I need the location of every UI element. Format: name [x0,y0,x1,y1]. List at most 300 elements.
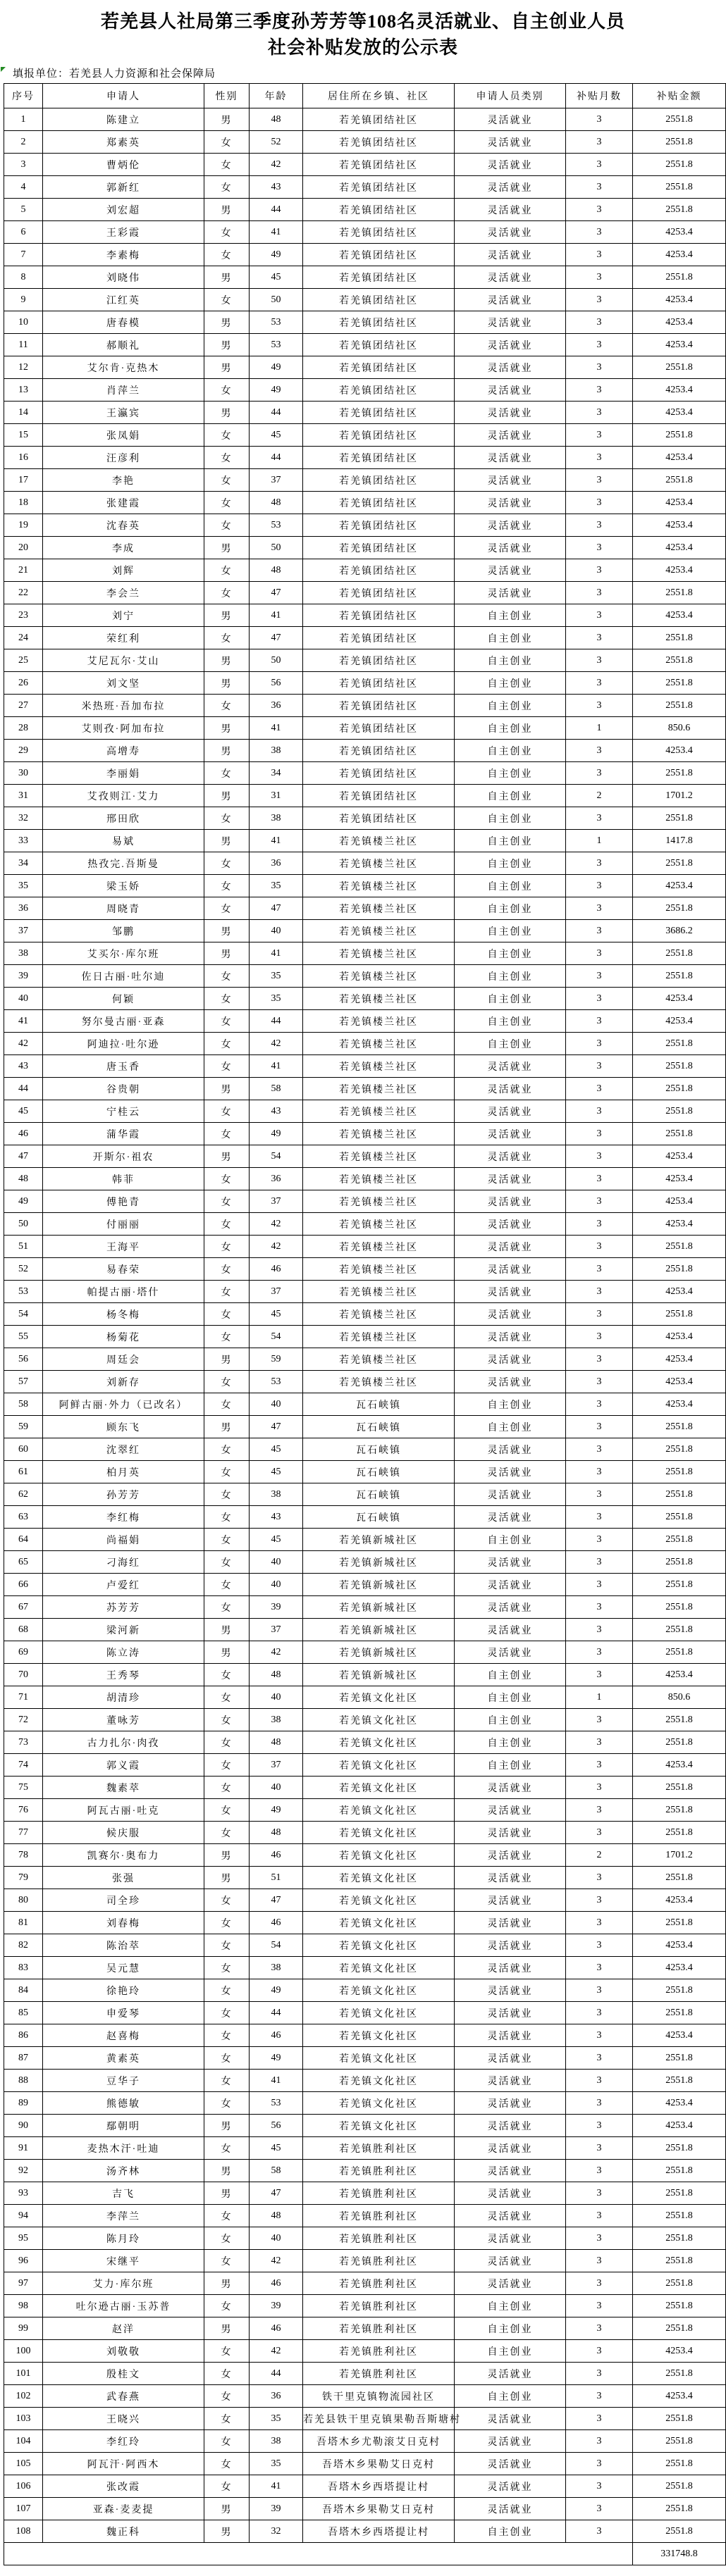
cell-community: 若羌镇楼兰社区 [303,965,455,988]
cell-months: 3 [566,2137,633,2160]
cell-serial: 54 [4,1303,43,1326]
cell-months: 3 [566,1529,633,1551]
cell-category: 灵活就业 [455,2002,566,2024]
table-row [4,2227,726,2250]
cell-amount: 4253.4 [633,537,726,559]
cell-serial: 80 [4,1889,43,1912]
cell-applicant: 陈立涛 [43,1641,204,1664]
cell-community: 若羌镇团结社区 [303,334,455,356]
cell-serial: 37 [4,920,43,942]
cell-serial: 1 [4,108,43,131]
cell-months: 3 [566,1236,633,1258]
cell-serial: 2 [4,131,43,154]
cell-category: 自主创业 [455,1033,566,1055]
cell-community: 若羌镇团结社区 [303,379,455,402]
cell-gender: 女 [204,1055,250,1078]
cell-gender: 女 [204,1258,250,1281]
cell-applicant: 王彩霞 [43,221,204,244]
cell-category: 灵活就业 [455,2160,566,2182]
cell-months: 3 [566,221,633,244]
cell-community: 若羌镇楼兰社区 [303,830,455,852]
cell-months: 2 [566,1844,633,1867]
cell-applicant: 傅艳青 [43,1190,204,1213]
cell-gender: 男 [204,2182,250,2205]
cell-gender: 男 [204,2115,250,2137]
cell-community: 若羌镇楼兰社区 [303,988,455,1010]
cell-amount: 2551.8 [633,1483,726,1506]
table-row [4,1371,726,1393]
cell-gender: 女 [204,559,250,582]
cell-age: 35 [250,2453,303,2475]
cell-community: 若羌镇团结社区 [303,199,455,221]
cell-applicant: 董咏芳 [43,1709,204,1731]
cell-gender: 女 [204,244,250,266]
cell-serial: 45 [4,1100,43,1123]
table-row [4,1281,726,1303]
cell-serial: 35 [4,875,43,897]
cell-applicant: 陈月玲 [43,2227,204,2250]
cell-applicant: 李艳 [43,469,204,492]
cell-months: 3 [566,2430,633,2453]
table-row [4,2498,726,2520]
cell-community: 若羌镇楼兰社区 [303,920,455,942]
cell-serial: 3 [4,154,43,176]
cell-months: 3 [566,988,633,1010]
cell-gender: 女 [204,447,250,469]
cell-gender: 女 [204,1574,250,1596]
cell-amount: 3686.2 [633,920,726,942]
cell-applicant: 刘宁 [43,604,204,627]
cell-community: 若羌镇团结社区 [303,582,455,604]
cell-category: 灵活就业 [455,199,566,221]
cell-category: 灵活就业 [455,2205,566,2227]
cell-months: 3 [566,2363,633,2385]
cell-amount: 1417.8 [633,830,726,852]
cell-category: 灵活就业 [455,2498,566,2520]
cell-serial: 63 [4,1506,43,1529]
title-line-2: 社会补贴发放的公示表 [267,37,458,58]
cell-age: 46 [250,1258,303,1281]
cell-age: 35 [250,965,303,988]
cell-gender: 女 [204,1799,250,1822]
cell-amount: 4253.4 [633,1281,726,1303]
cell-applicant: 陈建立 [43,108,204,131]
table-row [4,1731,726,1754]
cell-amount: 2551.8 [633,469,726,492]
cell-gender: 女 [204,2092,250,2115]
cell-age: 37 [250,469,303,492]
cell-months: 3 [566,852,633,875]
cell-gender: 女 [204,2137,250,2160]
cell-amount: 2551.8 [633,176,726,199]
cell-applicant: 郭新红 [43,176,204,199]
cell-gender: 男 [204,1348,250,1371]
cell-category: 灵活就业 [455,244,566,266]
cell-applicant: 郭义霞 [43,1754,204,1777]
cell-months: 3 [566,1078,633,1100]
cell-applicant: 高增寿 [43,740,204,762]
cell-months: 3 [566,1123,633,1145]
cell-category: 灵活就业 [455,131,566,154]
cell-community: 若羌镇团结社区 [303,469,455,492]
cell-community: 若羌镇团结社区 [303,695,455,717]
table-row [4,289,726,311]
cell-serial: 60 [4,1438,43,1461]
cell-age: 44 [250,2363,303,2385]
cell-gender: 女 [204,2430,250,2453]
cell-months: 3 [566,2227,633,2250]
table-row [4,176,726,199]
cell-category: 自主创业 [455,875,566,897]
cell-months: 3 [566,1033,633,1055]
cell-category: 自主创业 [455,672,566,695]
cell-gender: 女 [204,131,250,154]
cell-age: 40 [250,1574,303,1596]
cell-gender: 男 [204,334,250,356]
cell-gender: 女 [204,1461,250,1483]
table-row [4,1912,726,1934]
cell-age: 48 [250,492,303,514]
cell-age: 42 [250,2250,303,2272]
cell-age: 36 [250,695,303,717]
table-row [4,740,726,762]
cell-serial: 100 [4,2340,43,2363]
cell-serial: 87 [4,2047,43,2070]
table-row [4,830,726,852]
cell-gender: 女 [204,2363,250,2385]
cell-age: 51 [250,1867,303,1889]
table-row [4,1213,726,1236]
cell-community: 若羌镇楼兰社区 [303,1190,455,1213]
cell-community: 若羌镇楼兰社区 [303,1100,455,1123]
cell-applicant: 江红英 [43,289,204,311]
cell-amount: 2551.8 [633,1100,726,1123]
cell-amount: 2551.8 [633,1777,726,1799]
table-row [4,1483,726,1506]
cell-community: 若羌镇新城社区 [303,1551,455,1574]
cell-community: 吾塔木乡尤勒滚艾日克村 [303,2430,455,2453]
cell-age: 56 [250,672,303,695]
cell-amount: 2551.8 [633,1303,726,1326]
cell-category: 自主创业 [455,942,566,965]
table-row [4,2002,726,2024]
cell-gender: 女 [204,176,250,199]
cell-applicant: 刘宏超 [43,199,204,221]
cell-months: 3 [566,627,633,649]
table-row [4,244,726,266]
cell-category: 自主创业 [455,1010,566,1033]
table-row [4,672,726,695]
cell-community: 若羌镇文化社区 [303,1777,455,1799]
cell-serial: 6 [4,221,43,244]
cell-community: 若羌镇团结社区 [303,807,455,830]
col-header-category: 申请人员类别 [455,84,566,108]
cell-applicant: 刘新存 [43,1371,204,1393]
cell-gender: 女 [204,1326,250,1348]
cell-community: 若羌镇团结社区 [303,176,455,199]
cell-community: 若羌镇胜利社区 [303,2340,455,2363]
table-row [4,1529,726,1551]
cell-age: 48 [250,559,303,582]
cell-gender: 女 [204,2070,250,2092]
cell-months: 3 [566,1416,633,1438]
cell-gender: 男 [204,108,250,131]
cell-category: 灵活就业 [455,1506,566,1529]
cell-category: 灵活就业 [455,2430,566,2453]
cell-age: 48 [250,108,303,131]
cell-serial: 39 [4,965,43,988]
cell-applicant: 肖萍兰 [43,379,204,402]
cell-amount: 2551.8 [633,1506,726,1529]
cell-applicant: 刁海红 [43,1551,204,1574]
cell-age: 35 [250,875,303,897]
cell-serial: 106 [4,2475,43,2498]
cell-months: 3 [566,1731,633,1754]
cell-months: 3 [566,582,633,604]
cell-community: 若羌镇团结社区 [303,266,455,289]
cell-months: 3 [566,266,633,289]
cell-applicant: 张强 [43,1867,204,1889]
cell-category: 灵活就业 [455,469,566,492]
cell-months: 3 [566,402,633,424]
cell-age: 42 [250,154,303,176]
table-row [4,875,726,897]
table-row [4,695,726,717]
cell-applicant: 易斌 [43,830,204,852]
cell-amount: 4253.4 [633,1213,726,1236]
cell-serial: 66 [4,1574,43,1596]
cell-category: 自主创业 [455,762,566,785]
cell-age: 38 [250,1483,303,1506]
cell-applicant: 杨菊花 [43,1326,204,1348]
cell-months: 3 [566,1438,633,1461]
cell-gender: 女 [204,807,250,830]
cell-community: 若羌镇团结社区 [303,537,455,559]
cell-age: 47 [250,1416,303,1438]
cell-gender: 女 [204,1529,250,1551]
table-row [4,807,726,830]
cell-months: 1 [566,830,633,852]
cell-amount: 2551.8 [633,807,726,830]
cell-age: 38 [250,1957,303,1979]
cell-applicant: 王瀛宾 [43,402,204,424]
table-row [4,1438,726,1461]
table-row [4,1326,726,1348]
table-row [4,920,726,942]
table-row [4,1596,726,1619]
cell-gender: 女 [204,1957,250,1979]
cell-gender: 女 [204,582,250,604]
cell-gender: 女 [204,2205,250,2227]
cell-age: 36 [250,2385,303,2408]
cell-age: 37 [250,1281,303,1303]
cell-category: 灵活就业 [455,2115,566,2137]
cell-community: 若羌镇楼兰社区 [303,852,455,875]
cell-amount: 2551.8 [633,1867,726,1889]
cell-category: 自主创业 [455,1664,566,1686]
cell-community: 若羌镇文化社区 [303,1799,455,1822]
cell-category: 自主创业 [455,852,566,875]
cell-age: 36 [250,852,303,875]
cell-months: 3 [566,1010,633,1033]
table-row [4,1664,726,1686]
cell-applicant: 曹炳伦 [43,154,204,176]
cell-age: 38 [250,1709,303,1731]
cell-months: 3 [566,2520,633,2543]
cell-category: 灵活就业 [455,1145,566,1168]
cell-community: 若羌镇文化社区 [303,2070,455,2092]
cell-amount: 2551.8 [633,1236,726,1258]
cell-age: 53 [250,514,303,537]
cell-serial: 56 [4,1348,43,1371]
table-row [4,514,726,537]
cell-months: 3 [566,176,633,199]
cell-serial: 99 [4,2317,43,2340]
cell-community: 若羌镇新城社区 [303,1529,455,1551]
cell-gender: 女 [204,379,250,402]
cell-gender: 女 [204,1731,250,1754]
cell-serial: 41 [4,1010,43,1033]
cell-months: 3 [566,2115,633,2137]
cell-serial: 77 [4,1822,43,1844]
cell-months: 3 [566,447,633,469]
cell-serial: 70 [4,1664,43,1686]
cell-community: 若羌镇团结社区 [303,740,455,762]
cell-applicant: 荣红利 [43,627,204,649]
cell-community: 若羌镇楼兰社区 [303,942,455,965]
cell-age: 46 [250,1912,303,1934]
cell-applicant: 刘辉 [43,559,204,582]
cell-age: 49 [250,379,303,402]
cell-community: 若羌镇楼兰社区 [303,1078,455,1100]
cell-community: 吾塔木乡西塔提让村 [303,2520,455,2543]
cell-months: 3 [566,897,633,920]
cell-months: 3 [566,1912,633,1934]
cell-months: 3 [566,1055,633,1078]
cell-months: 3 [566,1619,633,1641]
cell-amount: 4253.4 [633,1393,726,1416]
cell-category: 灵活就业 [455,2137,566,2160]
table-row [4,1190,726,1213]
cell-months: 3 [566,1574,633,1596]
cell-applicant: 周晓青 [43,897,204,920]
cell-serial: 55 [4,1326,43,1348]
cell-category: 灵活就业 [455,1822,566,1844]
cell-months: 3 [566,2092,633,2115]
cell-category: 灵活就业 [455,1123,566,1145]
cell-gender: 男 [204,266,250,289]
cell-months: 3 [566,492,633,514]
cell-age: 44 [250,1010,303,1033]
cell-age: 49 [250,1979,303,2002]
cell-age: 42 [250,1033,303,1055]
cell-gender: 女 [204,1912,250,1934]
cell-months: 3 [566,311,633,334]
cell-applicant: 尚福娟 [43,1529,204,1551]
cell-age: 37 [250,1190,303,1213]
cell-months: 3 [566,1371,633,1393]
cell-category: 灵活就业 [455,221,566,244]
cell-months: 1 [566,1686,633,1709]
cell-serial: 62 [4,1483,43,1506]
cell-serial: 108 [4,2520,43,2543]
cell-category: 灵活就业 [455,1190,566,1213]
cell-category: 自主创业 [455,627,566,649]
cell-gender: 女 [204,1213,250,1236]
cell-category: 灵活就业 [455,334,566,356]
cell-serial: 95 [4,2227,43,2250]
cell-amount: 2551.8 [633,942,726,965]
cell-age: 50 [250,537,303,559]
cell-community: 若羌镇楼兰社区 [303,1033,455,1055]
cell-applicant: 郑素英 [43,131,204,154]
cell-community: 若羌镇文化社区 [303,2092,455,2115]
cell-amount: 2551.8 [633,1979,726,2002]
cell-community: 瓦石峡镇 [303,1393,455,1416]
cell-months: 1 [566,717,633,740]
cell-amount: 2551.8 [633,1529,726,1551]
cell-category: 自主创业 [455,1731,566,1754]
cell-community: 若羌镇楼兰社区 [303,1055,455,1078]
cell-age: 47 [250,897,303,920]
table-row [4,2024,726,2047]
cell-applicant: 古力扎尔·肉孜 [43,1731,204,1754]
cell-community: 若羌镇文化社区 [303,1822,455,1844]
cell-community: 若羌镇楼兰社区 [303,1123,455,1145]
cell-category: 灵活就业 [455,2070,566,2092]
cell-gender: 女 [204,1709,250,1731]
cell-community: 若羌镇团结社区 [303,108,455,131]
cell-gender: 男 [204,402,250,424]
cell-applicant: 艾尼瓦尔·艾山 [43,649,204,672]
cell-months: 3 [566,2070,633,2092]
cell-applicant: 申爱琴 [43,2002,204,2024]
table-row [4,1799,726,1822]
cell-months: 3 [566,740,633,762]
cell-age: 46 [250,2024,303,2047]
cell-gender: 男 [204,2520,250,2543]
cell-category: 灵活就业 [455,2092,566,2115]
cell-serial: 91 [4,2137,43,2160]
cell-gender: 男 [204,672,250,695]
cell-serial: 104 [4,2430,43,2453]
cell-serial: 9 [4,289,43,311]
cell-applicant: 何颖 [43,988,204,1010]
cell-amount: 2551.8 [633,2227,726,2250]
cell-community: 吾塔木乡果勒艾日克村 [303,2453,455,2475]
cell-months: 3 [566,2498,633,2520]
cell-category: 灵活就业 [455,1551,566,1574]
cell-amount: 850.6 [633,1686,726,1709]
table-row [4,199,726,221]
cell-community: 若羌镇胜利社区 [303,2227,455,2250]
cell-community: 若羌镇胜利社区 [303,2205,455,2227]
cell-gender: 女 [204,2453,250,2475]
table-row [4,1033,726,1055]
cell-months: 3 [566,875,633,897]
cell-serial: 48 [4,1168,43,1190]
cell-serial: 46 [4,1123,43,1145]
cell-age: 48 [250,1731,303,1754]
cell-serial: 26 [4,672,43,695]
cell-months: 3 [566,244,633,266]
table-row [4,1078,726,1100]
table-row [4,447,726,469]
table-row [4,1777,726,1799]
cell-amount: 4253.4 [633,514,726,537]
cell-category: 灵活就业 [455,176,566,199]
cell-category: 自主创业 [455,740,566,762]
